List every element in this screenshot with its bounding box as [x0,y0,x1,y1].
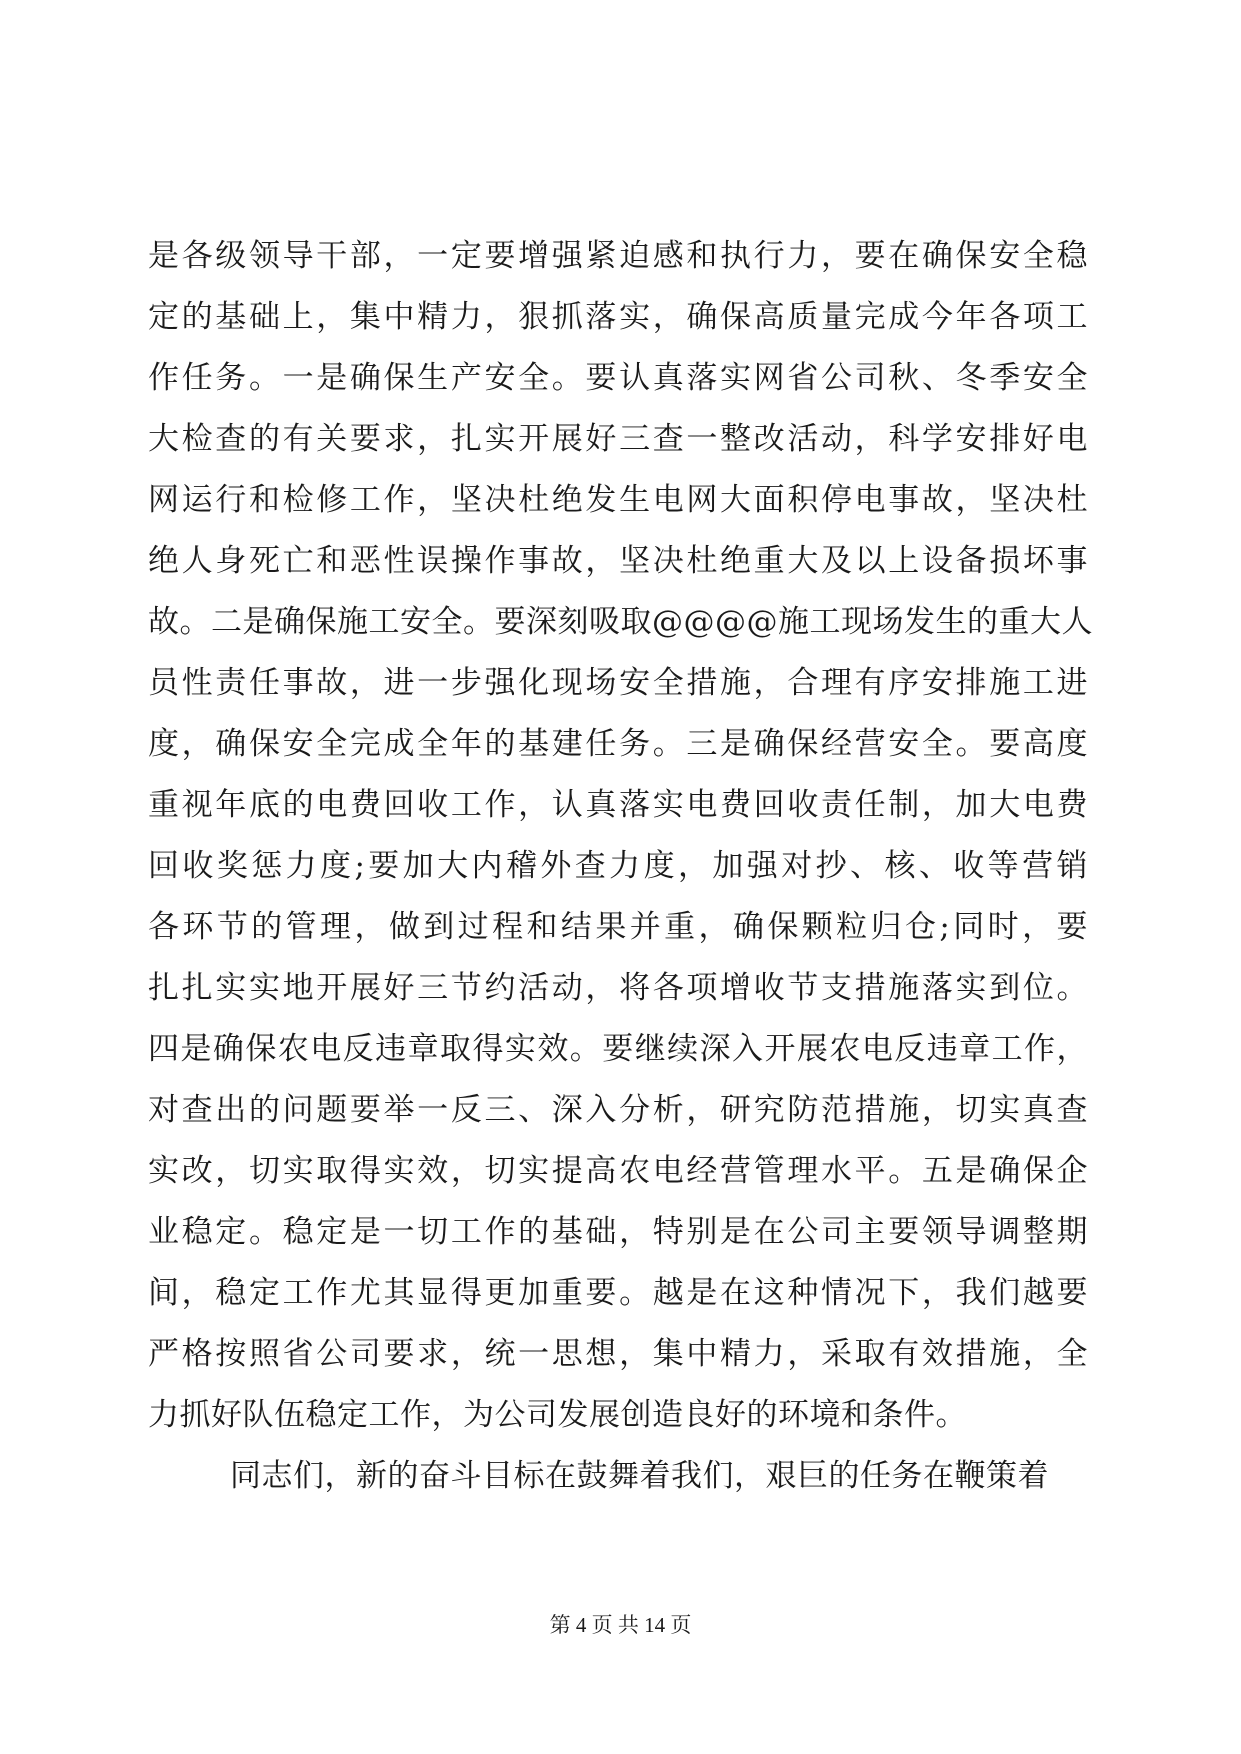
text-line: 绝人身死亡和恶性误操作事故，坚决杜绝重大及以上设备损坏事 [148,543,1088,579]
text-line: 各环节的管理，做到过程和结果并重，确保颗粒归仓;同时，要 [148,909,1088,945]
text-line: 大检查的有关要求，扎实开展好三查一整改活动，科学安排好电 [148,421,1088,457]
body-text [148,226,1093,1507]
text-line: 网运行和检修工作，坚决杜绝发生电网大面积停电事故，坚决杜 [148,482,1088,518]
paragraph [148,226,1093,1446]
text-line: 对查出的问题要举一反三、深入分析，研究防范措施，切实真查 [148,1092,1088,1128]
text-line: 间，稳定工作尤其显得更加重要。越是在这种情况下，我们越要 [148,1275,1088,1311]
text-line: 故。二是确保施工安全。要深刻吸取@@@@施工现场发生的重大人 [148,604,1093,640]
text-line: 是各级领导干部，一定要增强紧迫感和执行力，要在确保安全稳 [148,238,1088,274]
text-line: 同志们，新的奋斗目标在鼓舞着我们，艰巨的任务在鞭策着 [230,1458,1049,1494]
text-line: 重视年底的电费回收工作，认真落实电费回收责任制，加大电费 [148,787,1088,823]
text-line: 作任务。一是确保生产安全。要认真落实网省公司秋、冬季安全 [148,360,1088,396]
text-line: 力抓好队伍稳定工作，为公司发展创造良好的环境和条件。 [148,1397,967,1433]
paragraph [148,1446,1088,1507]
text-line: 实改，切实取得实效，切实提高农电经营管理水平。五是确保企 [148,1153,1088,1189]
text-line: 扎扎实实地开展好三节约活动，将各项增收节支措施落实到位。 [148,970,1088,1006]
text-line: 严格按照省公司要求，统一思想，集中精力，采取有效措施，全 [148,1336,1088,1372]
text-line: 四是确保农电反违章取得实效。要继续深入开展农电反违章工作， [148,1031,1088,1067]
text-line: 业稳定。稳定是一切工作的基础，特别是在公司主要领导调整期 [148,1214,1088,1250]
text-line: 员性责任事故，进一步强化现场安全措施，合理有序安排施工进 [148,665,1088,701]
page-footer: 第 4 页 共 14 页 [549,1613,692,1637]
text-line: 回收奖惩力度;要加大内稽外查力度，加强对抄、核、收等营销 [148,848,1088,884]
text-line: 定的基础上，集中精力，狠抓落实，确保高质量完成今年各项工 [148,299,1088,335]
text-line: 度，确保安全完成全年的基建任务。三是确保经营安全。要高度 [148,726,1088,762]
